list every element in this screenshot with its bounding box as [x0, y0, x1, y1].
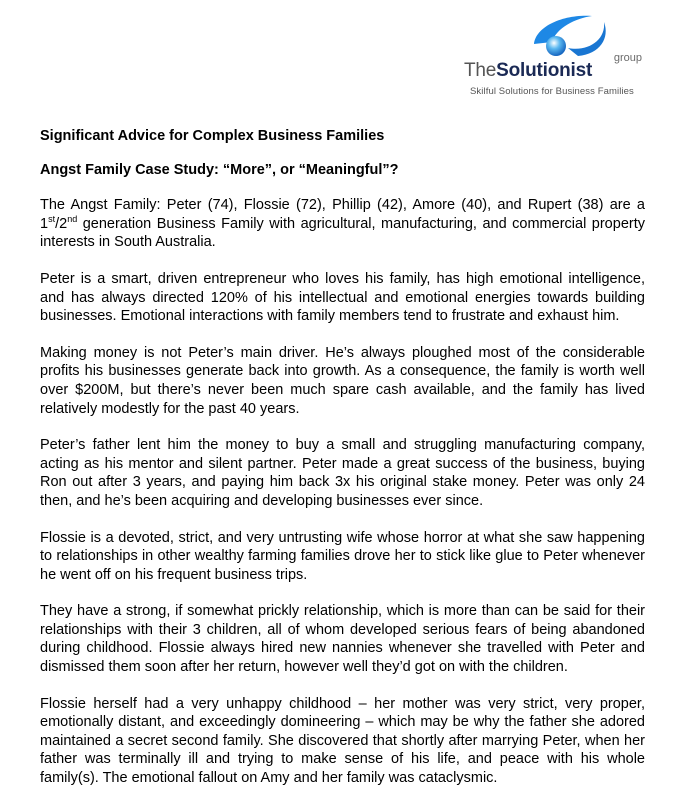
logo-the: The [464, 60, 497, 81]
intro-text-before: The Angst Family: Peter (74), Flossie (72), Phillip (42), Amore (40), and Rupert (38) are a 1 [40, 197, 645, 232]
intro-sup-st: st [48, 213, 56, 224]
document-title: Significant Advice for Complex Business Families [40, 128, 385, 144]
paragraph: Flossie is a devoted, strict, and very untrusting wife whose horror at what she saw happening to relationships in other wealthy farming families drove her to stick like glue to Peter whenever he went off on his frequent business trips. [40, 529, 645, 583]
document-body [40, 127, 645, 806]
paragraph: They have a strong, if somewhat prickly relationship, which is more than can be said for their relationships with their 3 children, all of whom developed serious fears of being abandoned during childhood. Flossie always hired new nannies whenever she travelled with Peter and dismissed them soon after her return, however well they’d got on with the children. [40, 603, 645, 676]
paragraph: Making money is not Peter’s main driver. He’s always ploughed most of the considerable profits his businesses generate back into growth. As a consequence, the family is worth well over $200M, but there’s never been much spare cash available, and the family has lived relatively modestly for the past 40 years. [40, 344, 645, 417]
intro-sup-nd: nd [67, 213, 78, 224]
paragraph: Peter is a smart, driven entrepreneur who loves his family, has high emotional intelligence, and has always directed 120% of his intellectual and emotional energies towards building businesses. Emotional interactions with family members tend to frustrate and exhaust him. [40, 270, 645, 325]
logo-tagline: Skilful Solutions for Business Families [470, 86, 634, 97]
intro-paragraph [40, 196, 645, 252]
paragraph: Peter’s father lent him the money to buy a small and struggling manufacturing company, acting as his mentor and silent partner. Peter made a great success of the business, buying Ron out after 3 years, and paying him back 3x his original stake money. Peter was only 24 then, and he’s been acquiring and developing businesses ever since. [40, 437, 645, 509]
intro-text-after: generation Business Family with agricultural, manufacturing, and commercial property interests in South Australia. [40, 215, 645, 251]
company-logo [464, 8, 664, 98]
logo-group-label: group [613, 52, 642, 64]
intro-slash: /2 [55, 215, 68, 232]
logo-wordmark [464, 60, 592, 82]
paragraph: Flossie herself had a very unhappy childhood – her mother was very strict, very proper, emotionally distant, and exceedingly domineering – which may be why the father she adored maintained a secret second family. She discovered that shortly after marrying Peter, when her father was terminally ill and trying to make sense of his life, and peace with his whole family(s). The emotional fallout on Amy and her family was cataclysmic. [40, 695, 645, 787]
document-subtitle: Angst Family Case Study: “More”, or “Meaningful”? [40, 161, 399, 178]
logo-solutionist: Solutionist [496, 60, 593, 81]
